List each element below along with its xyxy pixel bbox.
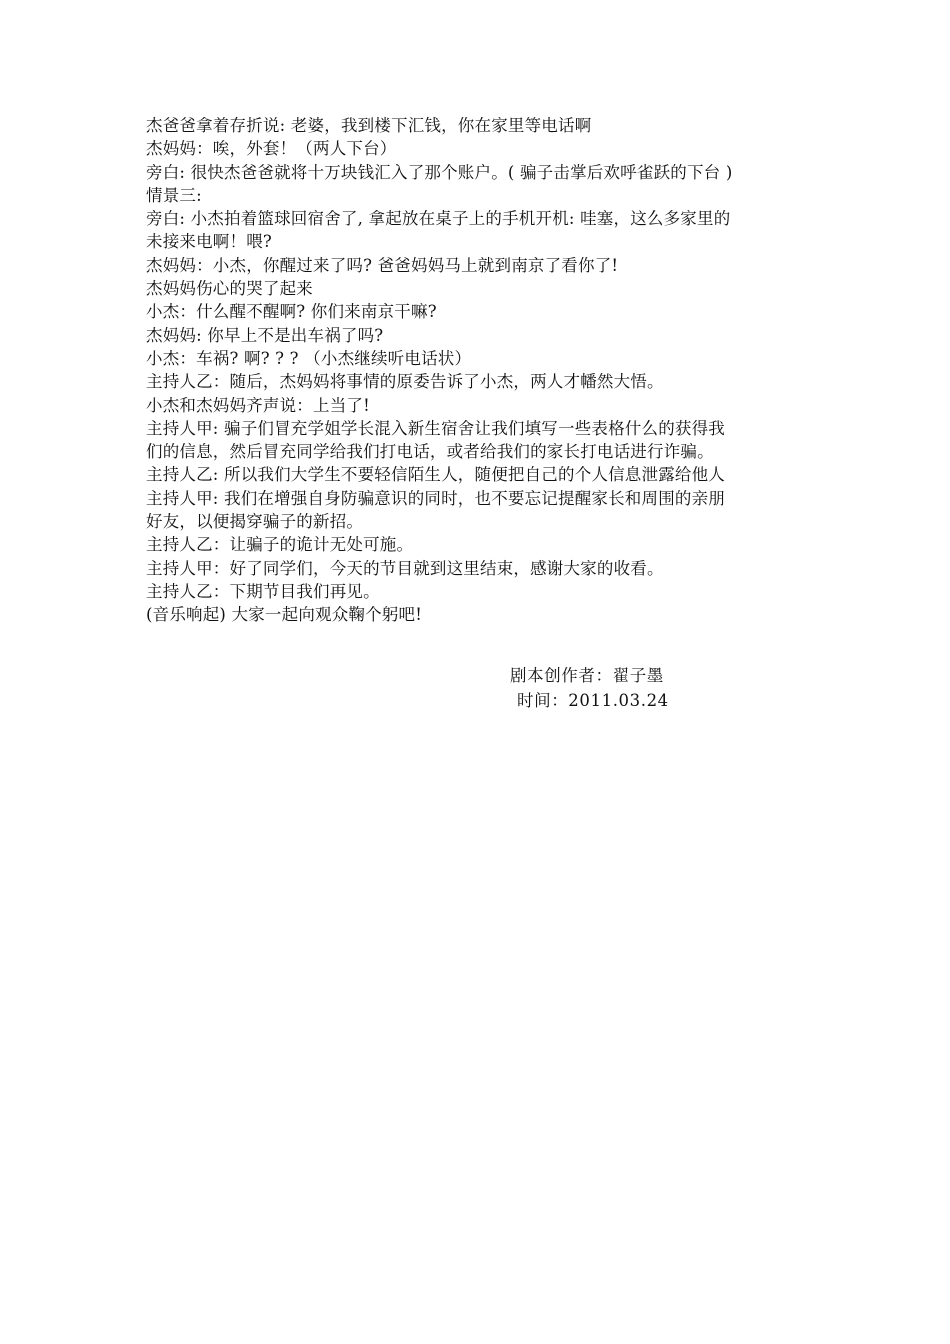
script-line: 主持人乙：下期节目我们再见。: [146, 581, 380, 601]
author-credit: 剧本创作者：翟子墨: [510, 666, 664, 685]
script-line: 主持人甲: 我们在增强自身防骗意识的同时，也不要忘记提醒家长和周围的亲朋: [146, 488, 726, 508]
script-line: 主持人乙: 所以我们大学生不要轻信陌生人，随便把自己的个人信息泄露给他人: [146, 465, 726, 485]
script-line: 杰妈妈伤心的哭了起来: [146, 279, 313, 299]
script-line: 主持人甲：好了同学们，今天的节目就到这里结束，感谢大家的收看。: [146, 558, 664, 578]
script-line: 主持人甲: 骗子们冒充学姐学长混入新生宿舍让我们填写一些表格什么的获得我: [146, 418, 726, 438]
script-line: (音乐响起) 大家一起向观众鞠个躬吧!: [146, 605, 423, 625]
script-line: 小杰和杰妈妈齐声说：上当了!: [146, 395, 370, 415]
script-line: 主持人乙：让骗子的诡计无处可施。: [146, 535, 414, 555]
script-line: 小杰：什么醒不醒啊? 你们来南京干嘛?: [146, 302, 437, 322]
script-line: 未接来电啊！喂?: [146, 232, 272, 252]
script-body: [146, 114, 811, 627]
script-line: 杰妈妈：小杰，你醒过来了吗? 爸爸妈妈马上就到南京了看你了!: [146, 255, 619, 275]
script-line: 好友，以便揭穿骗子的新招。: [146, 512, 364, 532]
script-line: 小杰：车祸? 啊? ? ? （小杰继续听电话状）: [146, 348, 472, 368]
script-line: 们的信息，然后冒充同学给我们打电话，或者给我们的家长打电话进行诈骗。: [146, 442, 714, 462]
date-credit: 时间：2011.03.24: [517, 691, 669, 710]
scene-heading: 情景三:: [146, 185, 202, 205]
script-line: 旁白: 很快杰爸爸就将十万块钱汇入了那个账户。( 骗子击掌后欢呼雀跃的下台 ): [146, 162, 733, 182]
script-line: 旁白: 小杰拍着篮球回宿舍了, 拿起放在桌子上的手机开机: 哇塞，这么多家里的: [146, 209, 731, 229]
script-line: 杰妈妈：唉，外套！（两人下台）: [146, 139, 397, 159]
script-line: 主持人乙：随后，杰妈妈将事情的原委告诉了小杰，两人才幡然大悟。: [146, 372, 664, 392]
script-line: 杰爸爸拿着存折说: 老婆，我到楼下汇钱，你在家里等电话啊: [146, 116, 592, 135]
script-line: 杰妈妈: 你早上不是出车祸了吗?: [146, 325, 384, 345]
